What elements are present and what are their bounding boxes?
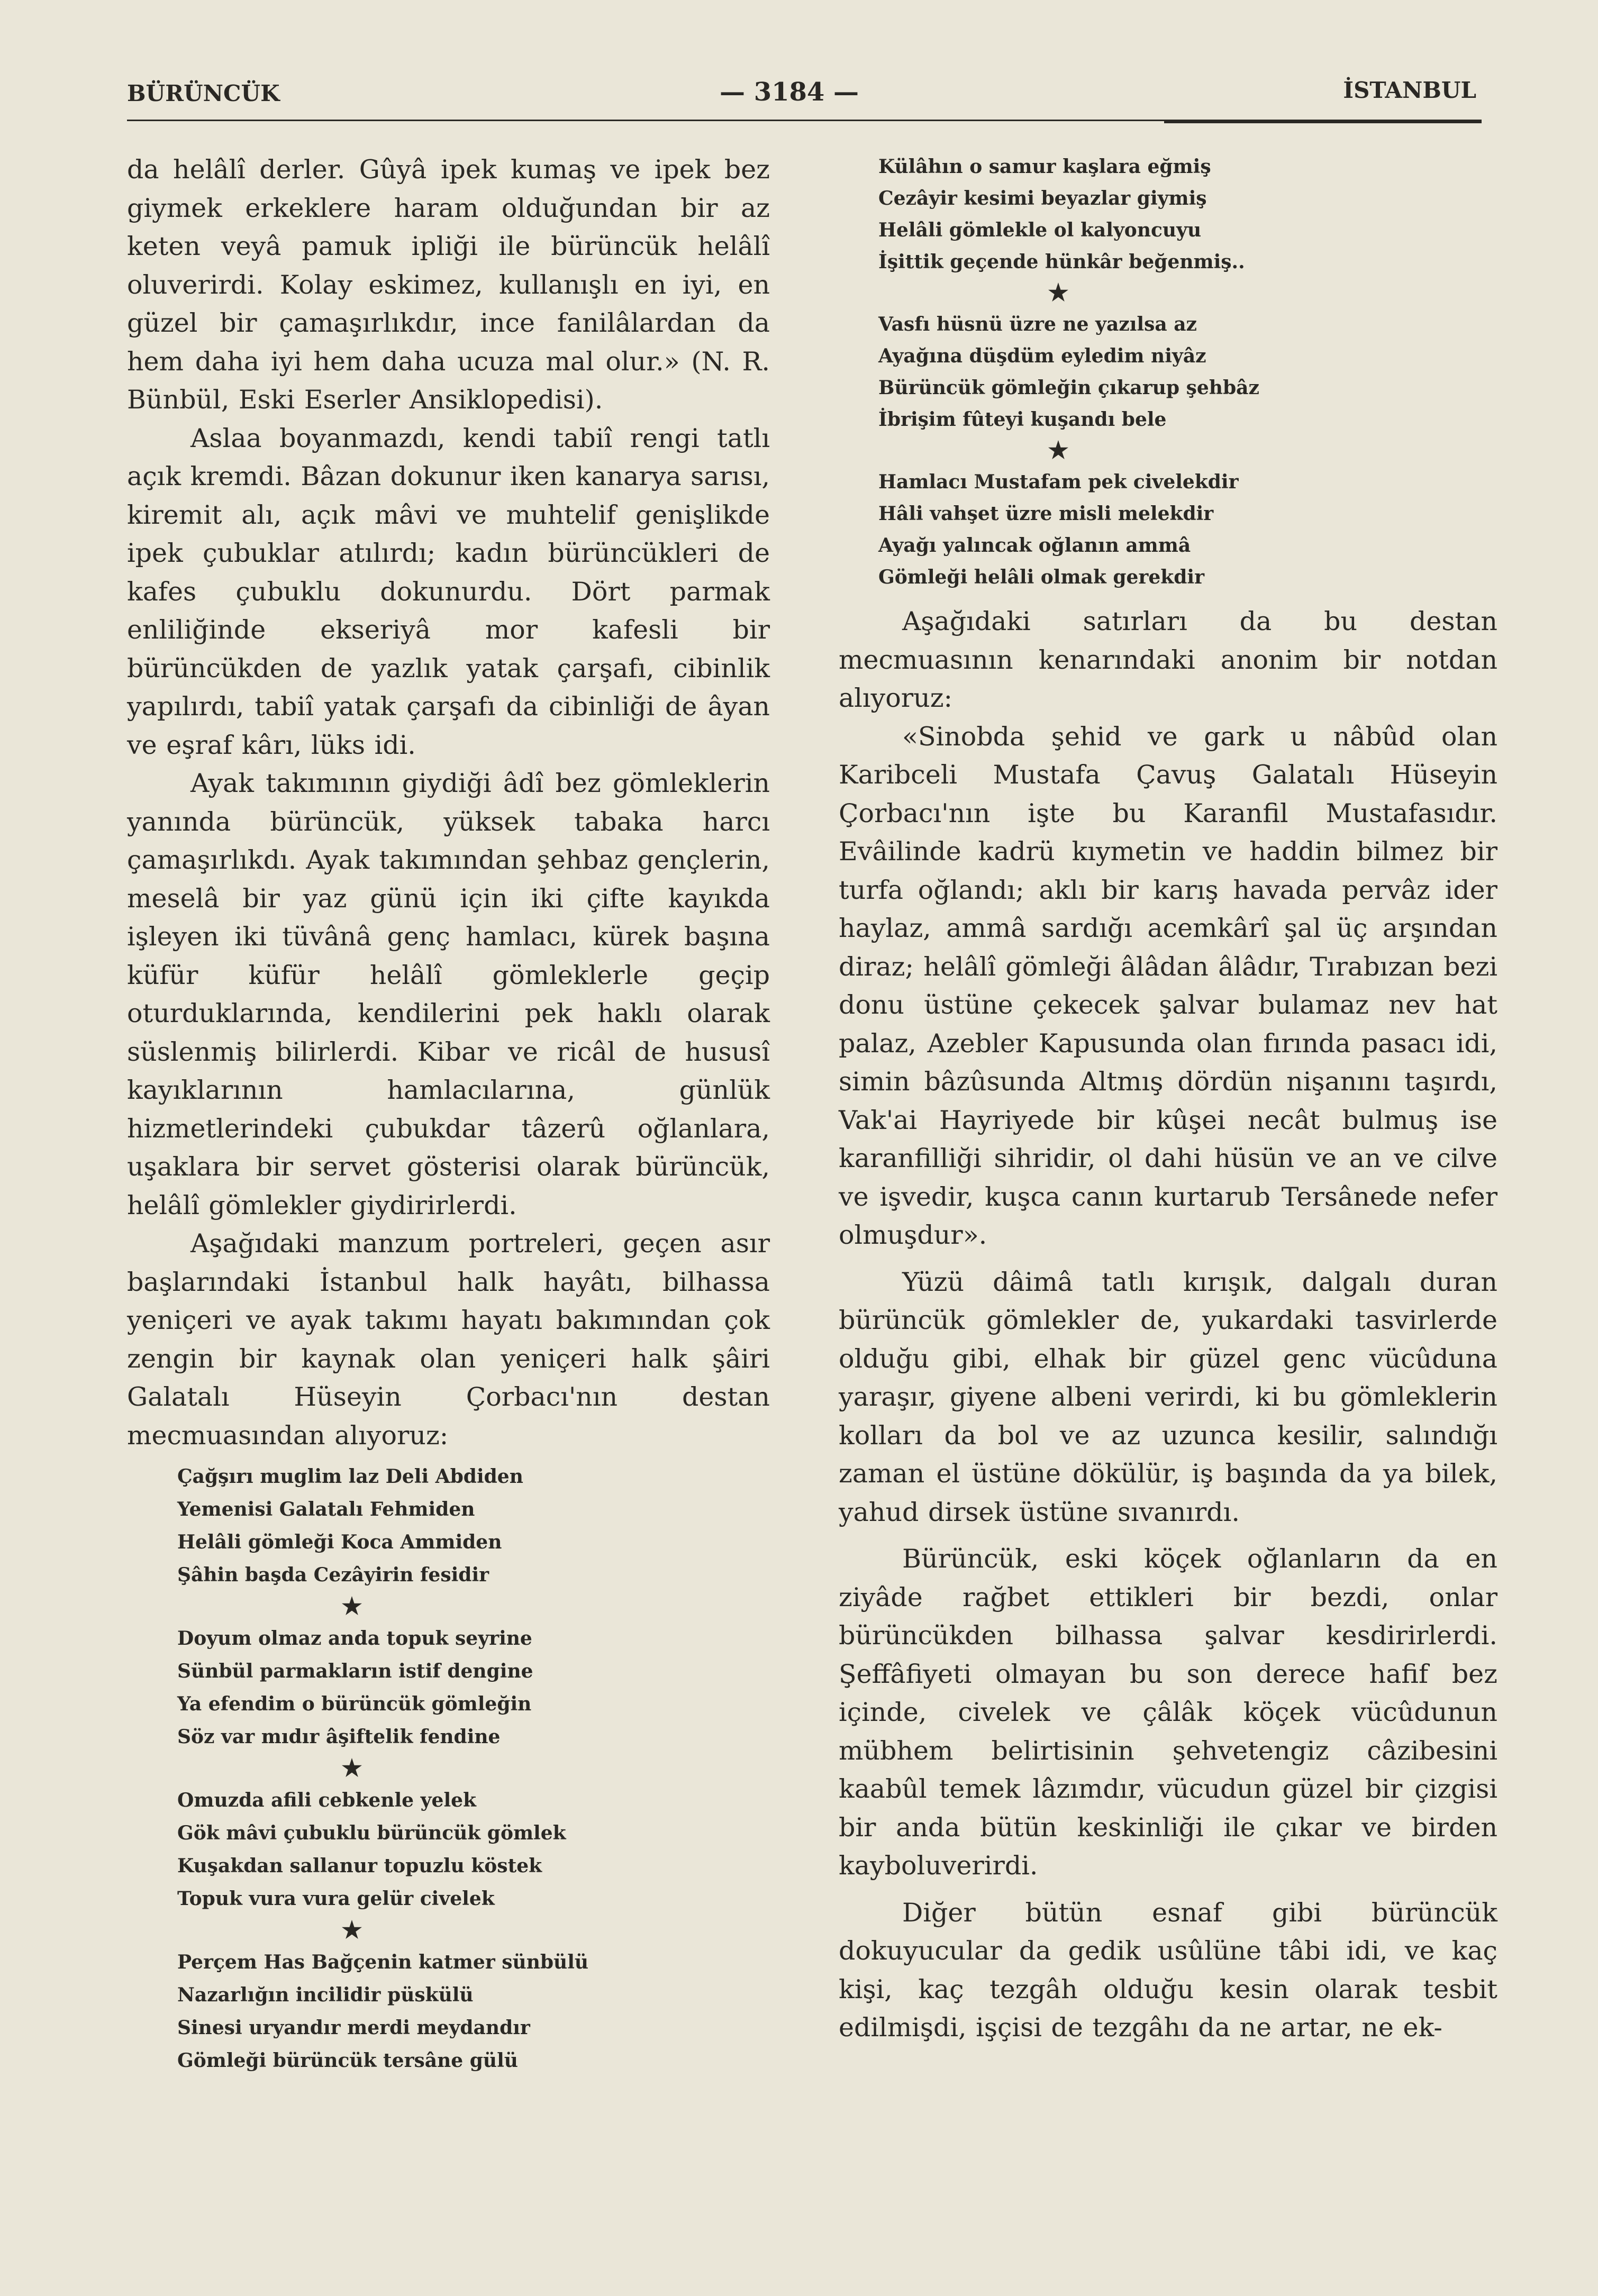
verse-line: Gömleği helâli olmak gerekdir: [878, 566, 1205, 588]
verse-line: Gök mâvi çubuklu bürüncük gömlek: [177, 1822, 566, 1844]
verse-line: Topuk vura vura gelür civelek: [177, 1888, 495, 1910]
verse-line: Sinesi uryandır merdi meydandır: [177, 2017, 530, 2039]
verse-line: Ayağı yalıncak oğlanın ammâ: [878, 534, 1191, 557]
verse-line: Sünbül parmakların istif dengine: [177, 1660, 533, 1682]
star-separator: ★: [1048, 437, 1069, 464]
verse-line: Kuşakdan sallanur topuzlu köstek: [177, 1855, 542, 1877]
stanza: [878, 308, 1355, 435]
stanza: [177, 1460, 653, 1591]
right-column: [839, 151, 1497, 2047]
paragraph: da helâlî derler. Gûyâ ipek kumaş ve ipek bez giymek erkeklere haram olduğundan bir az keten veyâ pamuk ipliği ile bürüncük helâlî oluverirdi. Kolay eskimez, kullanışlı en iyi, en güzel bir çamaşırlıkdır, ince fanilâlardan da hem daha iyi hem daha ucuza mal olur.» (N. R. Bünbül, Eski Eserler Ansiklopedisi).: [127, 154, 770, 415]
poem: [177, 1460, 653, 2077]
star-separator: ★: [341, 1593, 362, 1620]
quoted-note: «Sinobda şehid ve gark u nâbûd olan Karibceli Mustafa Çavuş Galatalı Hüseyin Çorbacı'nın işte bu Karanfil Mustafasıdır. Evâilinde kadrü kıymetin ve haddin bilmez bir turfa oğlandı; aklı bir karış havada pervâz ider haylaz, ammâ sardığı acemkârî şal üç arşından diraz; helâlî gömleği âlâdan âlâdır, Tırabızan bezi donu üstüne çekecek şalvar bulamaz nev hat palaz, Azebler Kapusunda olan fırında pasacı idi, simin bâzûsunda Altmış dördün nişanını taşırdı, Vak'ai Hayriyede bir kûşei necât bulmuş ise karanfilliği sihridir, ol dahi hüsün ve an ve cilve ve işvedir, kuşca canın kurtarub Tersânede nefer olmuşdur».: [839, 721, 1497, 1250]
verse-line: Doyum olmaz anda topuk seyrine: [177, 1627, 532, 1650]
poem: [878, 151, 1355, 593]
verse-line: Helâli gömleği Koca Ammiden: [177, 1531, 502, 1553]
paragraph: Aslaa boyanmazdı, kendi tabiî rengi tatlı açık kremdi. Bâzan dokunur iken kanarya sarısı, kiremit alı, açık mâvi ve muhtelif genişlikde ipek çubuklar atılırdı; kadın bürüncükleri de kafes çubuklu dokunurdu. Dört parmak enliliğinde ekseriyâ mor kafesli bir bürüncükden de yazlık yatak çarşafı, cibinlik yapılırdı, tabiî yatak çarşafı da cibinliği de âyan ve eşraf kârı, lüks idi.: [127, 423, 770, 760]
header-volume-title: İSTANBUL: [1343, 77, 1476, 103]
star-separator: ★: [341, 1755, 362, 1782]
stanza: [177, 1784, 653, 1915]
star-separator: ★: [1048, 279, 1069, 306]
verse-line: Cezâyir kesimi beyazlar giymiş: [878, 187, 1207, 209]
verse-line: Ya efendim o bürüncük gömleğin: [177, 1693, 532, 1715]
running-header: [127, 74, 1482, 111]
paragraph: Ayak takımının giydiği âdî bez gömleklerin yanında bürüncük, yüksek tabaka harcı çamaşırlıkdı. Ayak takımından şehbaz gençlerin, meselâ bir yaz günü için iki çifte kayıkda işleyen iki tüvânâ genç hamlacı, kürek başına küfür küfür helâlî gömleklerle geçip oturduklarında, kendilerini pek haklı olarak süslenmiş bilirlerdi. Kibar ve ricâl de hususî kayıklarının hamlacılarına, günlük hizmetlerindeki çubukdar tâzerû oğlanlara, uşaklara bir servet gösterisi olarak bürüncük, helâlî gömlekler giydirirlerdi.: [127, 768, 770, 1220]
verse-line: Hamlacı Mustafam pek civelekdir: [878, 471, 1239, 493]
page-number: — 3184 —: [720, 77, 859, 107]
verse-line: Yemenisi Galatalı Fehmiden: [177, 1498, 475, 1520]
verse-line: Hâli vahşet üzre misli melekdir: [878, 503, 1214, 525]
stanza: [177, 1622, 653, 1753]
paragraph: Yüzü dâimâ tatlı kırışık, dalgalı duran bürüncük gömlekler de, yukardaki tasvirlerde olduğu gibi, elhak bir güzel genc vücûduna yaraşır, giyene albeni verirdi, ki bu gömleklerin kolları da bol ve az uzunca kesilir, salındığı zaman el üstüne dökülür, iş başında da ya bilek, yahud dirsek üstüne sıvanırdı.: [839, 1267, 1497, 1527]
verse-line: Çağşırı muglim laz Deli Abdiden: [177, 1465, 523, 1488]
verse-line: Omuzda afili cebkenle yelek: [177, 1789, 476, 1811]
paragraph: Bürüncük, eski köçek oğlanların da en ziyâde rağbet ettikleri bir bezdi, onlar bürüncükden bilhassa şalvar kesdirirlerdi. Şeffâfiyeti olmayan bu son derece hafif bez içinde, civelek ve çâlâk köçek vücûdunun mübhem belirtisinin şehvetengiz câzibesini kaabûl temek lâzımdır, vücudun güzel bir çizgisi bir anda bütün keskinliği ile çıkar ve birden kayboluverirdi.: [839, 1544, 1497, 1881]
header-rule: [127, 120, 1164, 121]
verse-line: Bürüncük gömleğin çıkarup şehbâz: [878, 377, 1259, 399]
verse-line: Söz var mıdır âşiftelik fendine: [177, 1726, 501, 1748]
verse-line: Perçem Has Bağçenin katmer sünbülü: [177, 1951, 589, 1973]
paragraph: Aşağıdaki satırları da bu destan mecmuasının kenarındaki anonim bir notdan alıyoruz:: [839, 606, 1497, 713]
verse-line: Ayağına düşdüm eyledim niyâz: [878, 345, 1206, 367]
verse-line: Külâhın o samur kaşlara eğmiş: [878, 156, 1211, 178]
header-section-title: BÜRÜNCÜK: [127, 80, 280, 106]
stanza: [878, 466, 1355, 593]
paragraph: Diğer bütün esnaf gibi bürüncük dokuyucular da gedik usûlüne tâbi idi, ve kaç kişi, kaç tezgâh olduğu kesin olarak tesbit edilmişdi, işçisi de tezgâhı da ne artar, ne ek-: [839, 1897, 1497, 2043]
paragraph: Aşağıdaki manzum portreleri, geçen asır başlarındaki İstanbul halk hayâtı, bilhassa yeniçeri ve ayak takımı hayatı bakımından çok zengin bir kaynak olan yeniçeri halk şâiri Galatalı Hüseyin Çorbacı'nın destan mecmuasından alıyoruz:: [127, 1228, 770, 1451]
verse-line: İbrişim fûteyi kuşandı bele: [878, 408, 1167, 431]
stanza: [177, 1946, 653, 2077]
verse-line: Helâli gömlekle ol kalyoncuyu: [878, 219, 1202, 241]
verse-line: İşittik geçende hünkâr beğenmiş..: [878, 251, 1245, 273]
stanza: [878, 151, 1355, 278]
verse-line: Şâhin başda Cezâyirin fesidir: [177, 1564, 489, 1586]
verse-line: Vasfı hüsnü üzre ne yazılsa az: [878, 313, 1197, 335]
left-column: [127, 151, 770, 2077]
verse-line: Gömleği bürüncük tersâne gülü: [177, 2049, 518, 2072]
header-rule-thick: [1164, 120, 1482, 123]
star-separator: ★: [341, 1917, 362, 1944]
verse-line: Nazarlığın incilidir püskülü: [177, 1984, 474, 2006]
